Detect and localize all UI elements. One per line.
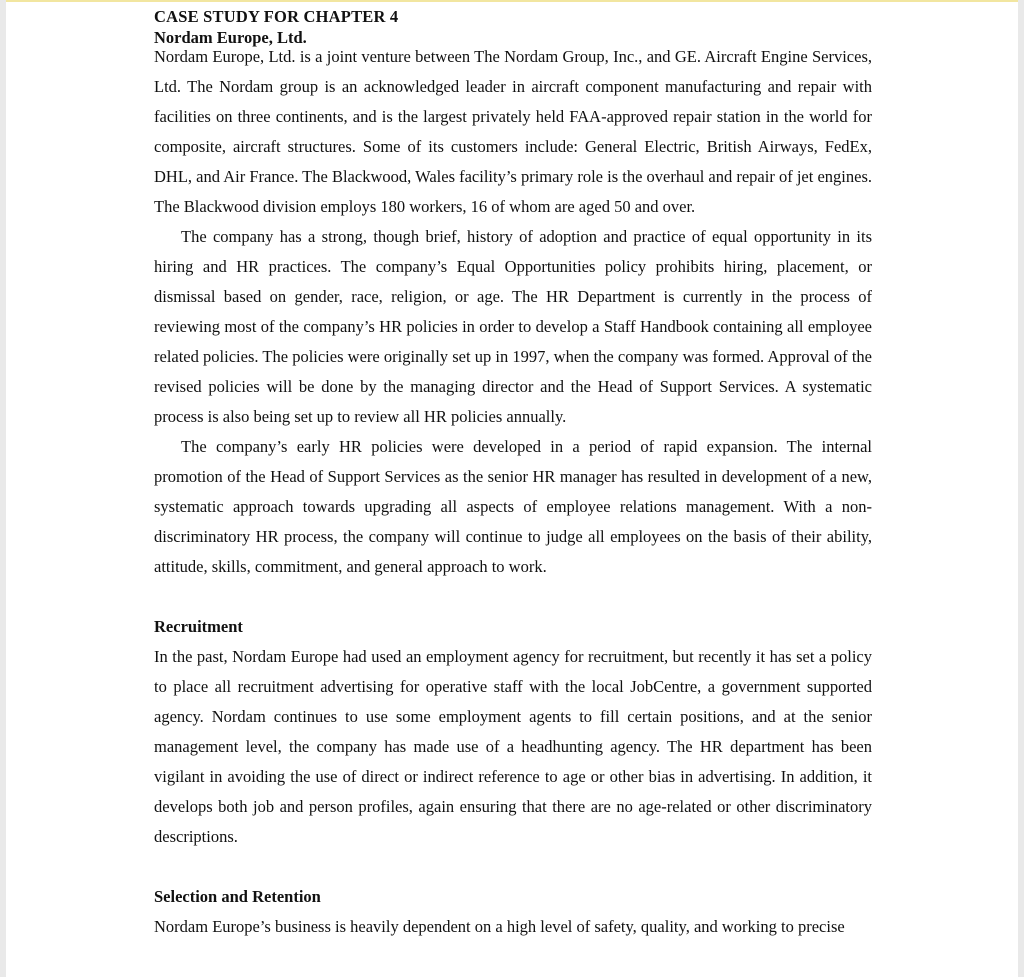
case-title: Nordam Europe, Ltd. [154,28,307,47]
page-top-border [6,0,1018,2]
recruitment-paragraph: In the past, Nordam Europe had used an employment agency for recruitment, but recently it has set a policy to place all recruitment advertising for operative staff with the local JobCentre, a government supported agency. Nordam continues to use some employment agents to fill certain positions, and at the senior management level, the company has made use of a headhunting agency. The HR department has been vigilant in avoiding the use of direct or indirect reference to age or other bias in advertising. In addition, it develops both job and person profiles, again ensuring that there are no age-related or other discriminatory descriptions. [154,647,872,846]
chapter-heading: CASE STUDY FOR CHAPTER 4 [154,7,399,26]
selection-retention-paragraph: Nordam Europe’s business is heavily dependent on a high level of safety, quality, and working to precise [154,917,845,936]
document-page [6,0,1018,977]
intro-paragraph-1: Nordam Europe, Ltd. is a joint venture between The Nordam Group, Inc., and GE. Aircraft Engine Services, Ltd. The Nordam group is an acknowledged leader in aircraft component manufacturing and repair with facilities on three continents, and is the largest privately held FAA-approved repair station in the world for composite, aircraft structures. Some of its customers include: General Electric, British Airways, FedEx, DHL, and Air France. The Blackwood, Wales facility’s primary role is the overhaul and repair of jet engines. The Blackwood division employs 180 workers, 16 of whom are aged 50 and over. [154,47,872,216]
document-content [154,6,872,942]
selection-retention-heading: Selection and Retention [154,887,321,906]
recruitment-heading: Recruitment [154,617,243,636]
intro-paragraph-3: The company’s early HR policies were developed in a period of rapid expansion. The internal promotion of the Head of Support Services as the senior HR manager has resulted in development of a new, systematic approach towards upgrading all aspects of employee relations management. With a non-discriminatory HR process, the company will continue to judge all employees on the basis of their ability, attitude, skills, commitment, and general approach to work. [154,437,872,576]
intro-paragraph-2: The company has a strong, though brief, history of adoption and practice of equal opportunity in its hiring and HR practices. The company’s Equal Opportunities policy prohibits hiring, placement, or dismissal based on gender, race, religion, or age. The HR Department is currently in the process of reviewing most of the company’s HR policies in order to develop a Staff Handbook containing all employee related policies. The policies were originally set up in 1997, when the company was formed. Approval of the revised policies will be done by the managing director and the Head of Support Services. A systematic process is also being set up to review all HR policies annually. [154,227,872,426]
